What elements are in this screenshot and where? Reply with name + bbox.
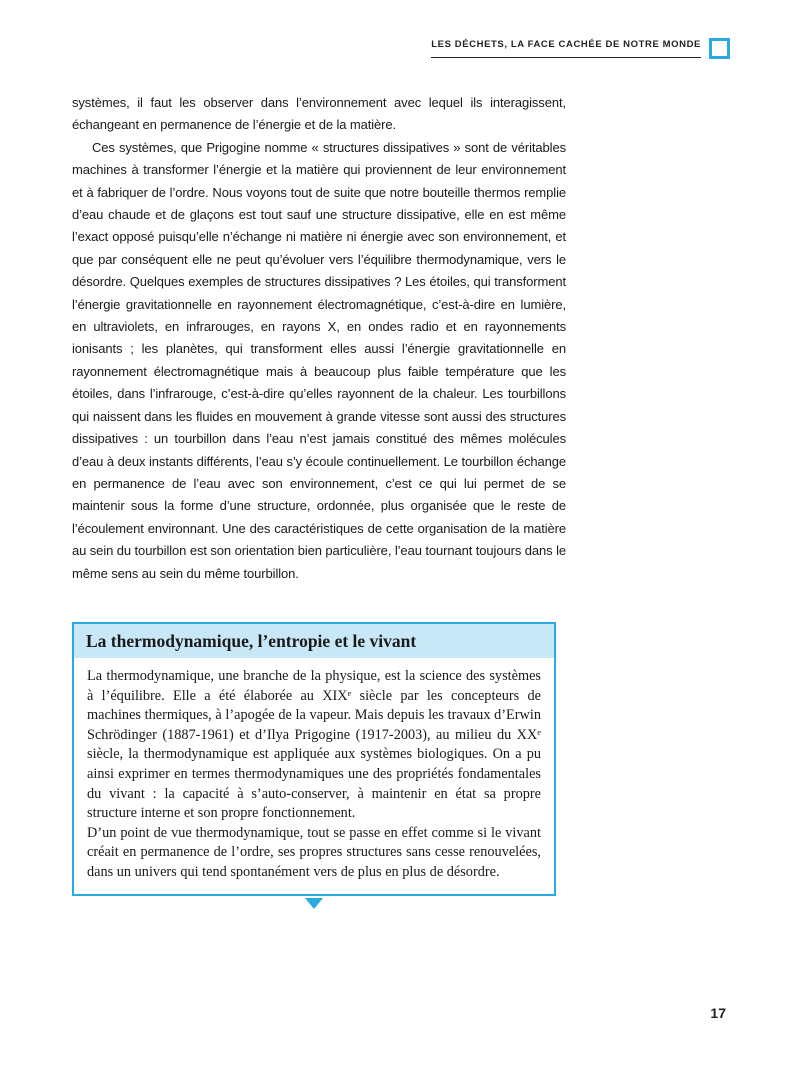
callout-paragraph: D’un point de vue thermodynamique, tout se passe en effet comme si le vivant créait en permanence de l’ordre, ses propres structures sans cesse renouvelées, dans un univers qui tend spontanément vers de plus en plus de désordre. — [87, 824, 541, 880]
callout-title-band — [74, 624, 554, 658]
callout-wrapper — [72, 622, 556, 910]
callout-title: La thermodynamique, l’entropie et le vivant — [86, 630, 417, 651]
main-text-column — [72, 92, 566, 909]
page-number: 17 — [710, 1005, 726, 1021]
body-paragraph: Ces systèmes, que Prigogine nomme « structures dissipatives » sont de véritables machines à transformer l’énergie et la matière qui proviennent de leur environnement et à fabriquer de l’ordre. Nous voyons tout de suite que notre bouteille thermos remplie d’eau chaude et de glaçons est tout sauf une structure dissipative, elle en est même l’exact opposé puisqu’elle n’échange ni matière ni énergie avec son environnement, et que par conséquent elle ne peut qu’évoluer vers l’équilibre thermodynamique, vers le désordre. Quelques exemples de structures dissipatives ? Les étoiles, qui transforment l’énergie gravitationnelle en rayonnement électromagnétique, c’est-à-dire en lumière, en ultraviolets, en infrarouges, en rayons X, en ondes radio et en rayonnements ionisants ; les planètes, qui transforment elles aussi l’énergie gravitationnelle en rayonnement électromagnétique mais à beaucoup plus faible température que les étoiles, dans l’infrarouge, c’est-à-dire qu’elles rayonnent de la chaleur. Les tourbillons qui naissent dans les fluides en mouvement à grande vitesse sont aussi des structures dissipatives : un tourbillon dans l’eau n’est jamais constitué des mêmes molécules d’eau à deux instants différents, l’eau s’y écoule continuellement. Le tourbillon échange en permanence de l’eau avec son environnement, c’est ce qui lui permet de se maintenir sous la forme d’une structure, ordonnée, plus organisée que le reste de l’écoulement environnant. Une des caractéristiques de cette organisation de la matière au sein du tourbillon est son orientation bien particulière, l’eau tournant toujours dans le même sens au sein du même tourbillon. — [72, 139, 566, 581]
chapter-marker-square-icon — [709, 38, 730, 59]
running-title: LES DÉCHETS, LA FACE CACHÉE DE NOTRE MONDE — [431, 39, 701, 58]
callout-box — [72, 622, 556, 897]
callout-pointer-triangle-icon — [305, 898, 323, 909]
page-header — [431, 38, 730, 59]
body-paragraph-continuation: systèmes, il faut les observer dans l’environnement avec lequel ils interagissent, échangeant en permanence de l’énergie et de la matière. — [72, 95, 566, 133]
callout-body — [74, 658, 554, 895]
callout-paragraph: La thermodynamique, une branche de la physique, est la science des systèmes à l’équilibre. Elle a été élaborée au XIXᵉ siècle par les concepteurs de machines thermiques, à l’apogée de la vapeur. Mais depuis les travaux d’Erwin Schrödinger (1887-1961) et d’Ilya Prigogine (1917-2003), au milieu du XXᵉ siècle, la thermodynamique est appliquée aux systèmes biologiques. On a pu ainsi exprimer en termes thermodynamiques une des propriétés fondamentales du vivant : la capacité à s’auto-conserver, à maintenir en état sa propre structure interne et son propre fonctionnement. — [87, 667, 541, 822]
